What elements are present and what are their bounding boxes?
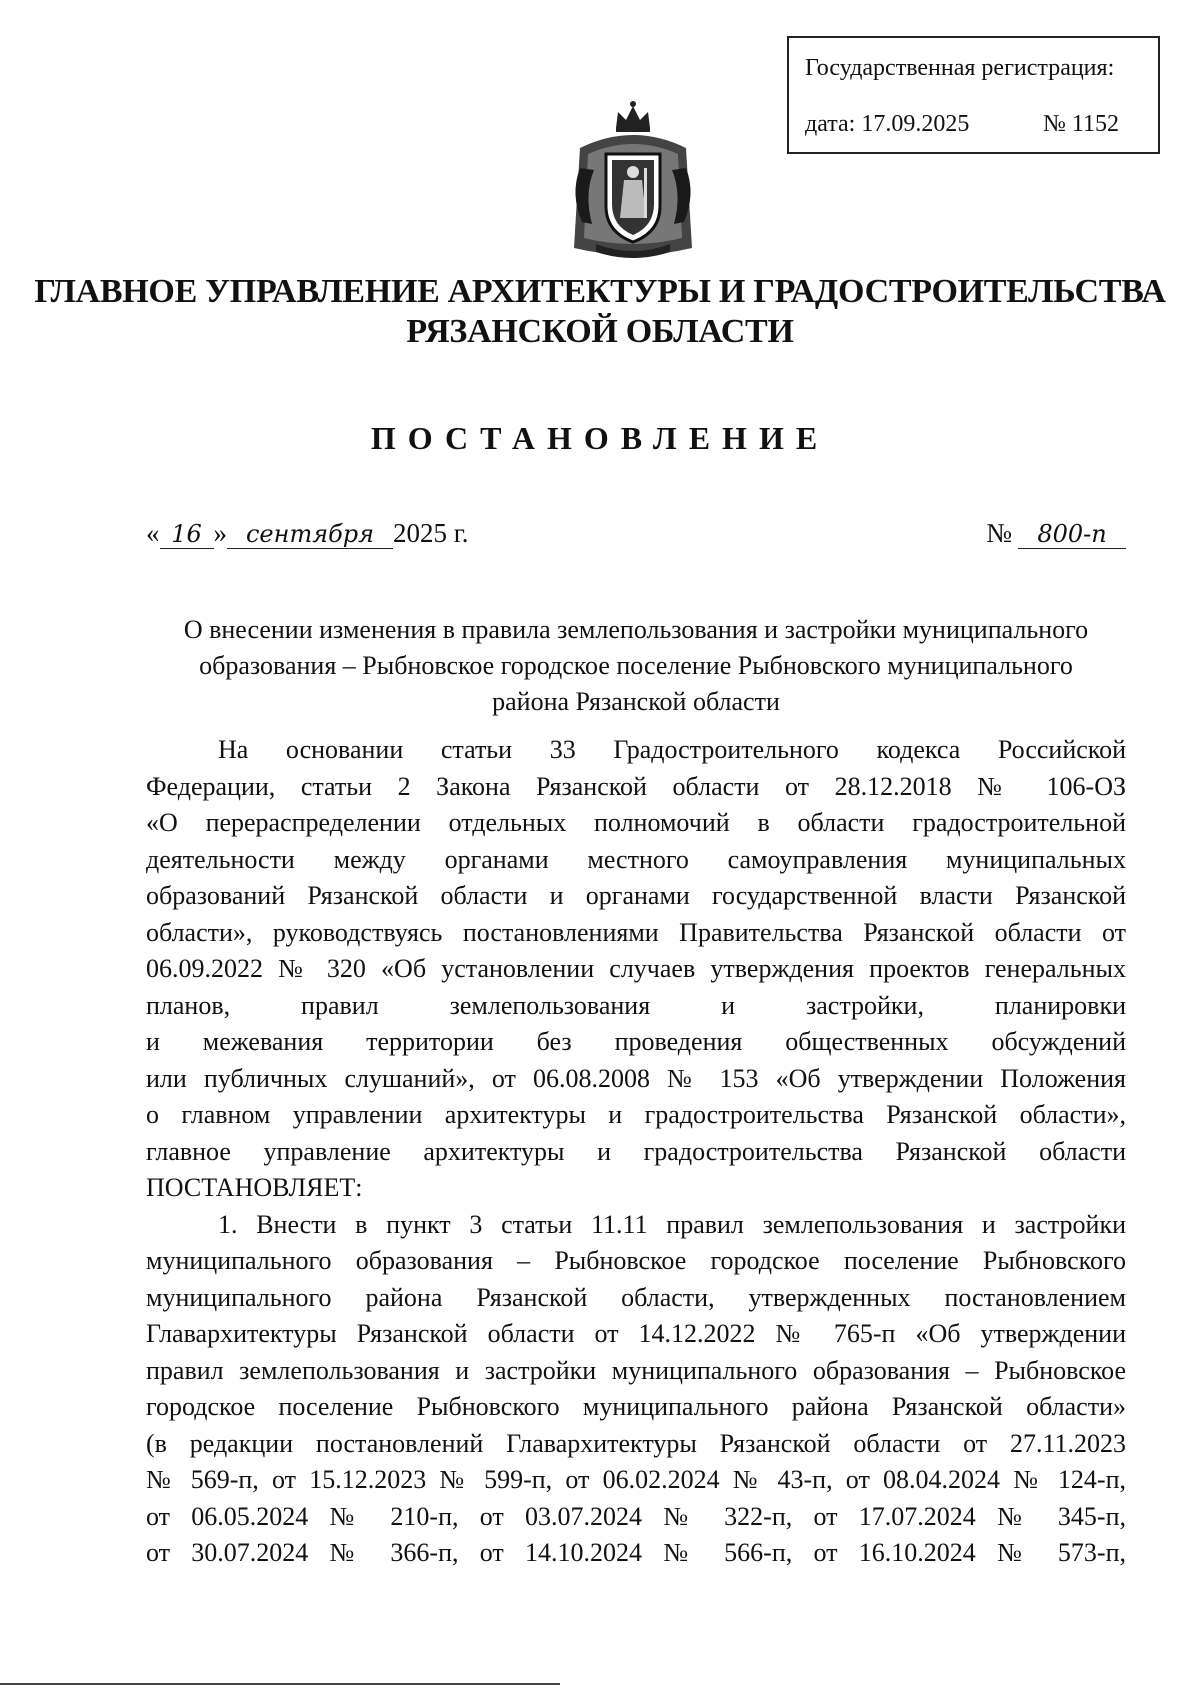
body-line: (в редакции постановлений Главархитектуры Рязанской области от 27.11.2023 [146, 1428, 1126, 1458]
document-dateline [146, 518, 1126, 558]
body-line: от 30.07.2024 № 366-п, от 14.10.2024 № 566-п, от 16.10.2024 № 573-п, [146, 1538, 1126, 1567]
organization-name-line-2: РЯЗАНСКОЙ ОБЛАСТИ [406, 313, 794, 350]
body-line: от 06.05.2024 № 210-п, от 03.07.2024 № 322-п, от 17.07.2024 № 345-п, [146, 1501, 1126, 1531]
body-line: Федерации, статьи 2 Закона Рязанской области от 28.12.2018 № 106-ОЗ [146, 771, 1126, 801]
document-number-label: № [986, 518, 1012, 548]
handwritten-document-number: 800-п [1018, 520, 1126, 549]
organization-name-line-1: ГЛАВНОЕ УПРАВЛЕНИЕ АРХИТЕКТУРЫ И ГРАДОСТРОИТЕЛЬСТВА [34, 273, 1166, 310]
organization-name [0, 272, 1200, 352]
body-line-resolves: ПОСТАНОВЛЯЕТ: [146, 1173, 363, 1202]
handwritten-month: сентября [227, 520, 393, 549]
registration-title: Государственная регистрация: [805, 55, 1115, 81]
body-line: о главном управлении архитектуры и градостроительства Рязанской области», [146, 1100, 1126, 1129]
coat-of-arms-icon [566, 98, 700, 264]
document-number [986, 518, 1126, 549]
body-line: 1. Внести в пункт 3 статьи 11.11 правил землепользования и застройки [218, 1209, 1126, 1239]
document-title [146, 612, 1126, 720]
state-registration-stamp [787, 36, 1160, 154]
body-line: муниципального района Рязанской области, утвержденных постановлением [146, 1282, 1126, 1312]
body-line: 06.09.2022 № 320 «Об установлении случаев утверждения проектов генеральных [146, 954, 1126, 983]
body-line: деятельности между органами местного самоуправления муниципальных [146, 844, 1126, 874]
registration-number: № 1152 [1043, 111, 1120, 137]
body-line: Главархитектуры Рязанской области от 14.12.2022 № 765-п «Об утверждении [146, 1319, 1126, 1348]
document-date [146, 518, 469, 549]
body-line: «О перераспределении отдельных полномочий в области градостроительной [146, 808, 1126, 837]
body-line: планов, правил землепользования и застройки, планировки [146, 990, 1126, 1020]
document-title-line-2: образования – Рыбновское городское поселение Рыбновского муниципального [199, 651, 1073, 680]
body-line: муниципального образования – Рыбновское городское поселение Рыбновского [146, 1246, 1126, 1275]
body-line: образований Рязанской области и органами государственной власти Рязанской [146, 881, 1126, 910]
body-line: главное управление архитектуры и градостроительства Рязанской области [146, 1136, 1126, 1166]
crown-icon [616, 101, 650, 132]
page-bottom-rule [0, 1683, 560, 1685]
registration-details [805, 112, 1158, 136]
handwritten-day: 16 [160, 520, 214, 549]
body-line: или публичных слушаний», от 06.08.2008 № 153 «Об утверждении Положения [146, 1063, 1126, 1093]
body-line: области», руководствуясь постановлениями Правительства Рязанской области от [146, 917, 1126, 947]
document-body [146, 732, 1126, 1572]
body-line: городское поселение Рыбновского муниципального района Рязанской области» [146, 1392, 1126, 1421]
document-title-line-3: района Рязанской области [492, 687, 780, 716]
body-line: и межевания территории без проведения общественных обсуждений [146, 1027, 1126, 1056]
date-year: 2025 г. [393, 518, 469, 548]
registration-date: дата: 17.09.2025 [805, 111, 970, 137]
document-title-line-1: О внесении изменения в правила землепользования и застройки муниципального [183, 615, 1089, 644]
date-open-quote: « [146, 518, 160, 548]
date-close-quote: » [213, 518, 227, 548]
document-type: ПОСТАНОВЛЕНИЕ [370, 420, 830, 456]
body-line: № 569-п, от 15.12.2023 № 599-п, от 06.02.2024 № 43-п, от 08.04.2024 № 124-п, [146, 1465, 1126, 1494]
body-line: На основании статьи 33 Градостроительного кодекса Российской [218, 735, 1126, 764]
body-line: правил землепользования и застройки муниципального образования – Рыбновское [146, 1355, 1126, 1385]
